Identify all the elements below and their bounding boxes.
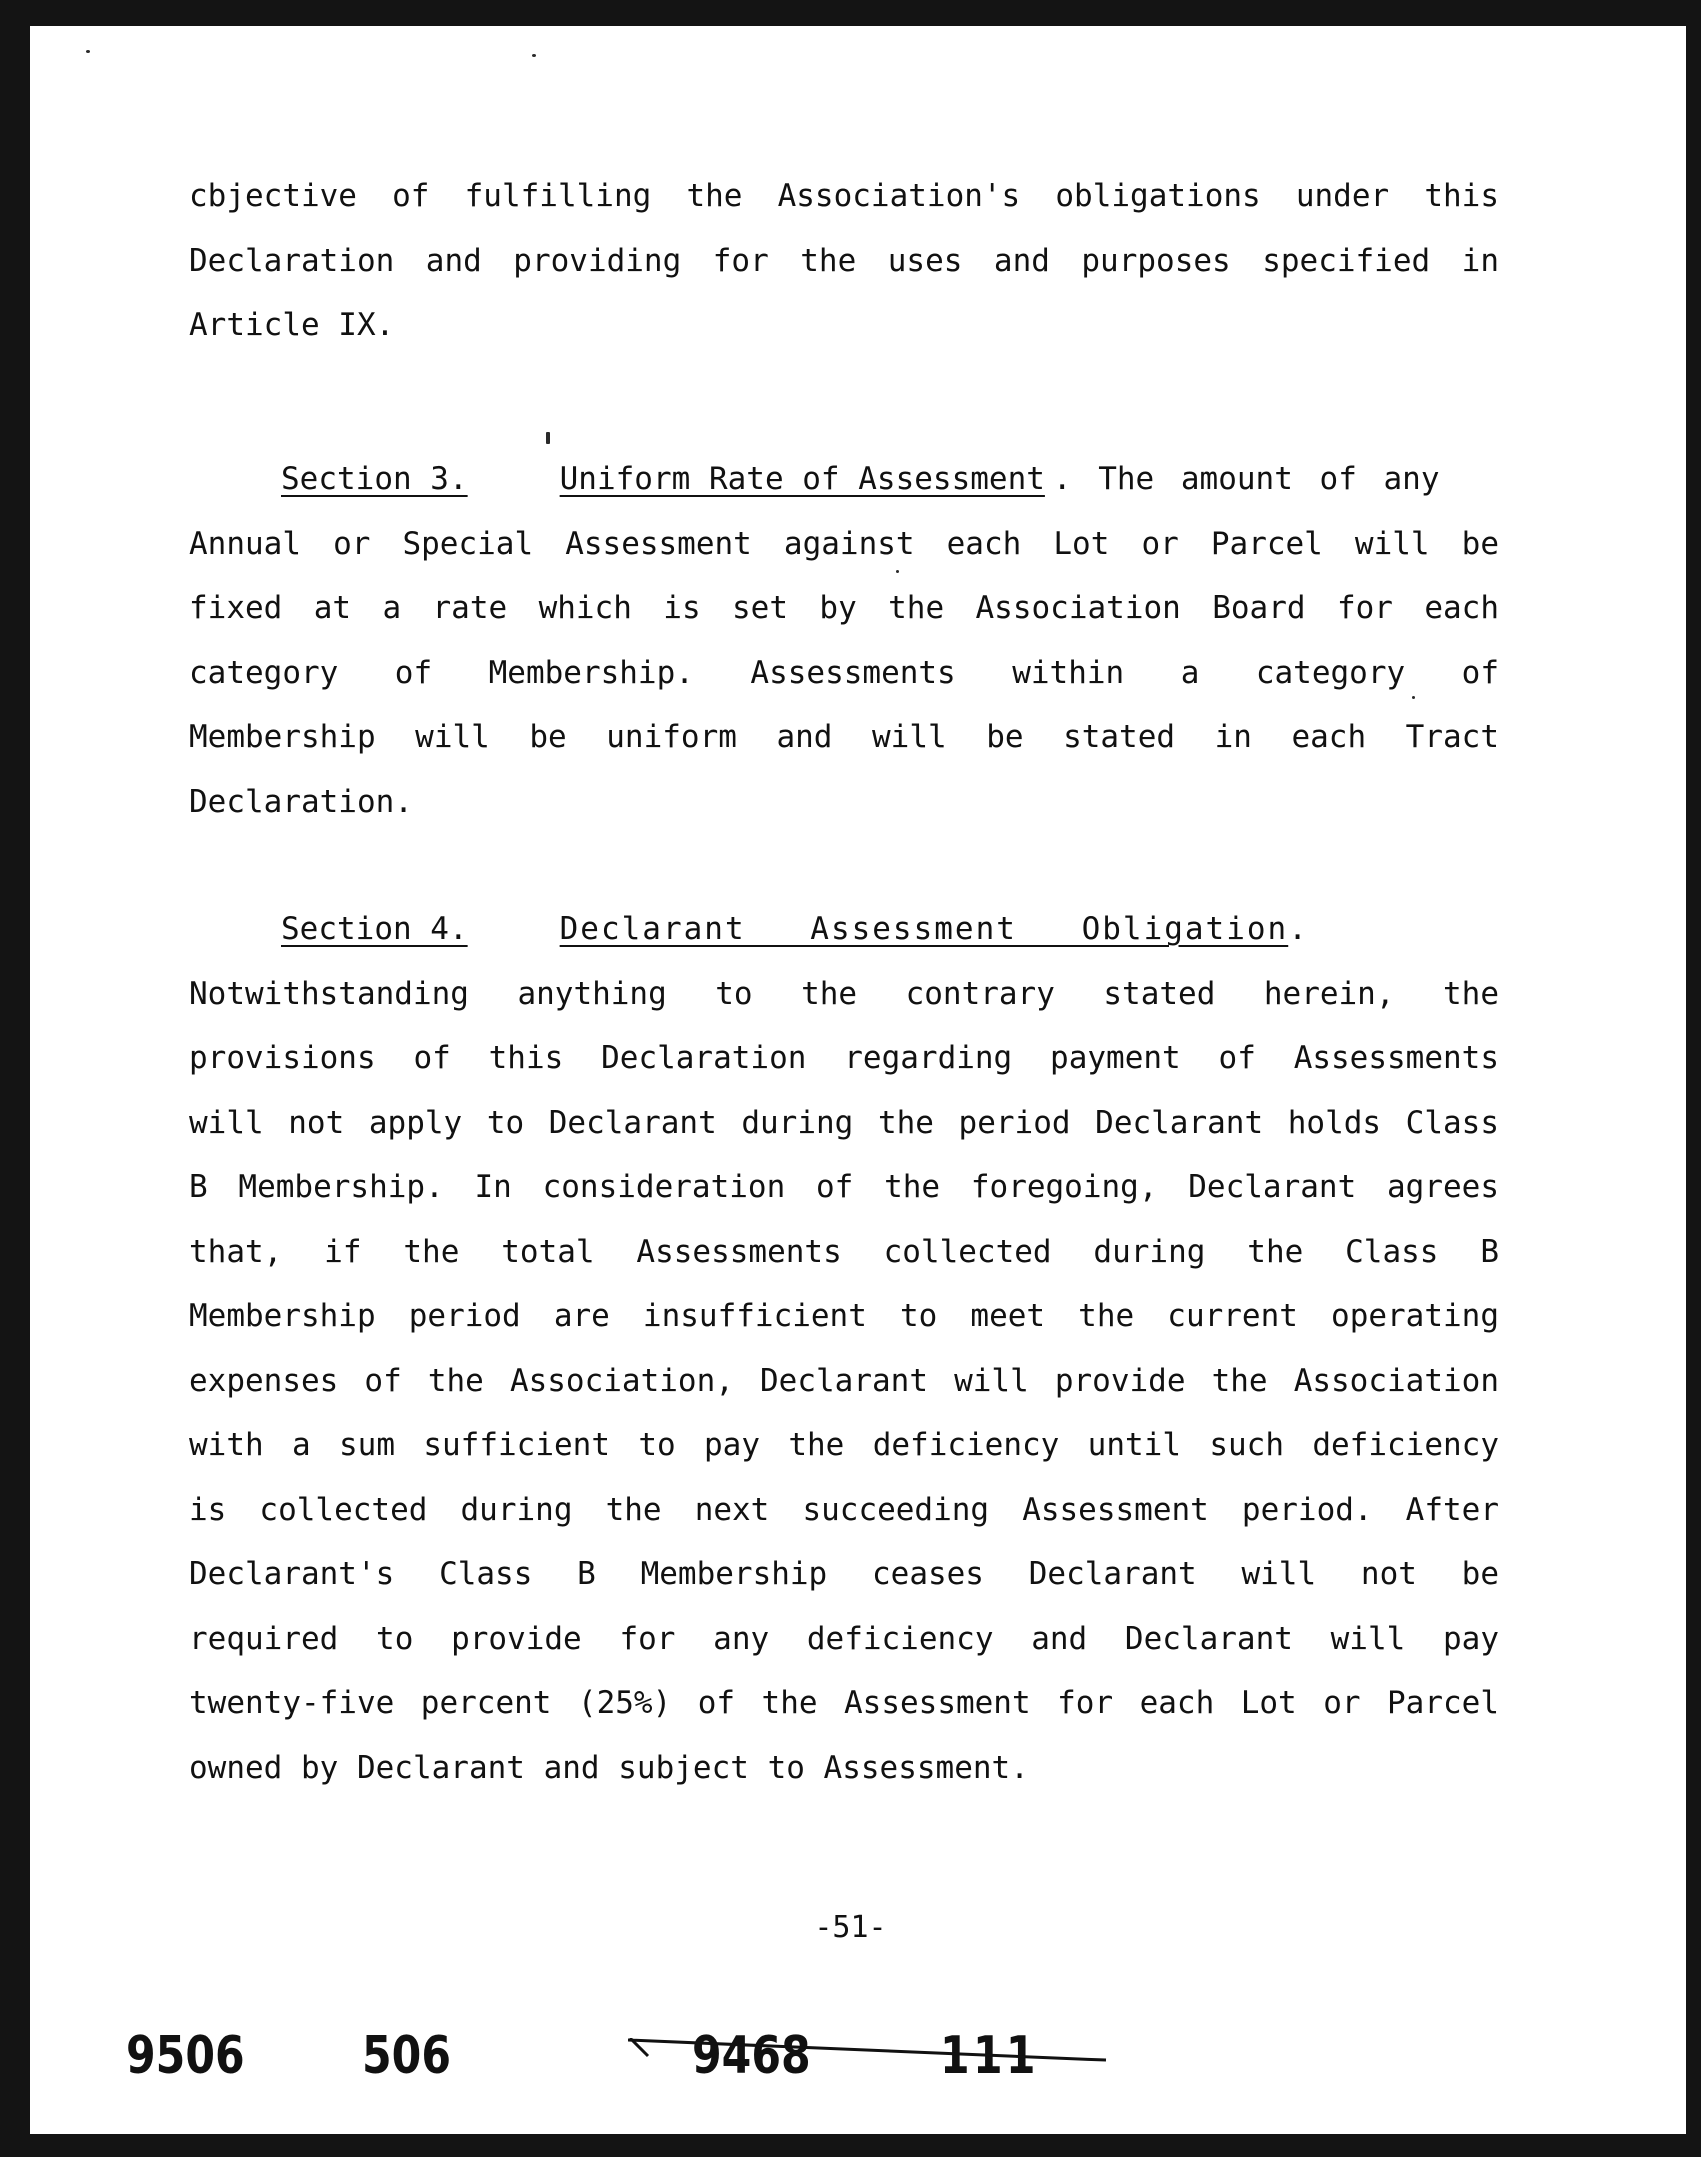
- section-3-line-1: Annual or Special Assessment against each Lot or Parcel will be: [189, 525, 1499, 562]
- scan-speck: [86, 50, 90, 53]
- section-4-line-6: Membership period are insufficient to meet the current operating: [189, 1298, 1499, 1334]
- section-4-line-1: Notwithstanding anything to the contrary stated herein, the: [189, 975, 1499, 1012]
- footer-stamp-third: 9468: [692, 2026, 811, 2086]
- footer-stamp-first: 9506: [126, 2026, 245, 2086]
- section-3-line-4: Membership will be uniform and will be stated in each Tract: [189, 719, 1499, 755]
- section-3-line-2: fixed at a rate which is set by the Association Board for each: [189, 590, 1499, 626]
- section-4-line-5: that, if the total Assessments collected during the Class B: [189, 1233, 1499, 1270]
- scan-speck: [896, 570, 899, 573]
- scan-speck: [1412, 696, 1415, 699]
- section-4-line-4: B Membership. In consideration of the foregoing, Declarant agrees: [189, 1169, 1499, 1205]
- section-4-line-13: owned by Declarant and subject to Assessment.: [189, 1749, 1029, 1786]
- footer-stamp-fourth: 111: [940, 2026, 1039, 2086]
- section-4-title: Declarant Assessment Obligation: [559, 911, 1289, 947]
- section-4-line-10: Declarant's Class B Membership ceases Declarant will not be: [189, 1556, 1499, 1592]
- intro-line-1: cbjective of fulfilling the Association's obligations under this: [189, 178, 1499, 214]
- section-3-lead-text: . The amount of any: [1052, 461, 1440, 497]
- section-4: [189, 897, 1499, 1800]
- section-3-line-3: category of Membership. Assessments within a category of: [189, 654, 1499, 691]
- section-4-line-12: twenty-five percent (25%) of the Assessment for each Lot or Parcel: [189, 1685, 1499, 1721]
- section-4-line-11: required to provide for any deficiency and Declarant will pay: [189, 1620, 1499, 1657]
- section-4-heading: [189, 897, 1499, 962]
- section-4-line-2: provisions of this Declaration regarding payment of Assessments: [189, 1040, 1499, 1076]
- intro-paragraph: [189, 164, 1499, 358]
- section-3: [189, 447, 1499, 834]
- section-3-number: Section 3.: [281, 461, 468, 497]
- section-4-line-9: is collected during the next succeeding Assessment period. After: [189, 1491, 1499, 1528]
- scan-speck: [546, 432, 550, 444]
- intro-line-2: Declaration and providing for the uses and purposes specified in: [189, 242, 1499, 279]
- footer-strike-line: [628, 2038, 1108, 2078]
- section-4-line-3: will not apply to Declarant during the period Declarant holds Class: [189, 1104, 1499, 1141]
- scan-speck: [532, 54, 536, 57]
- section-3-title: Uniform Rate of Assessment: [559, 461, 1045, 497]
- intro-line-3: Article IX.: [189, 307, 395, 343]
- section-4-number: Section 4.: [281, 911, 468, 947]
- footer-stamp-second: 506: [362, 2026, 452, 2086]
- section-3-line-5: Declaration.: [189, 783, 413, 820]
- section-4-line-8: with a sum sufficient to pay the deficiency until such deficiency: [189, 1427, 1499, 1463]
- section-4-lead-text: .: [1288, 911, 1307, 947]
- section-3-heading: [189, 447, 1499, 512]
- section-4-line-7: expenses of the Association, Declarant will provide the Association: [189, 1362, 1499, 1399]
- page-number: -51-: [814, 1910, 887, 1945]
